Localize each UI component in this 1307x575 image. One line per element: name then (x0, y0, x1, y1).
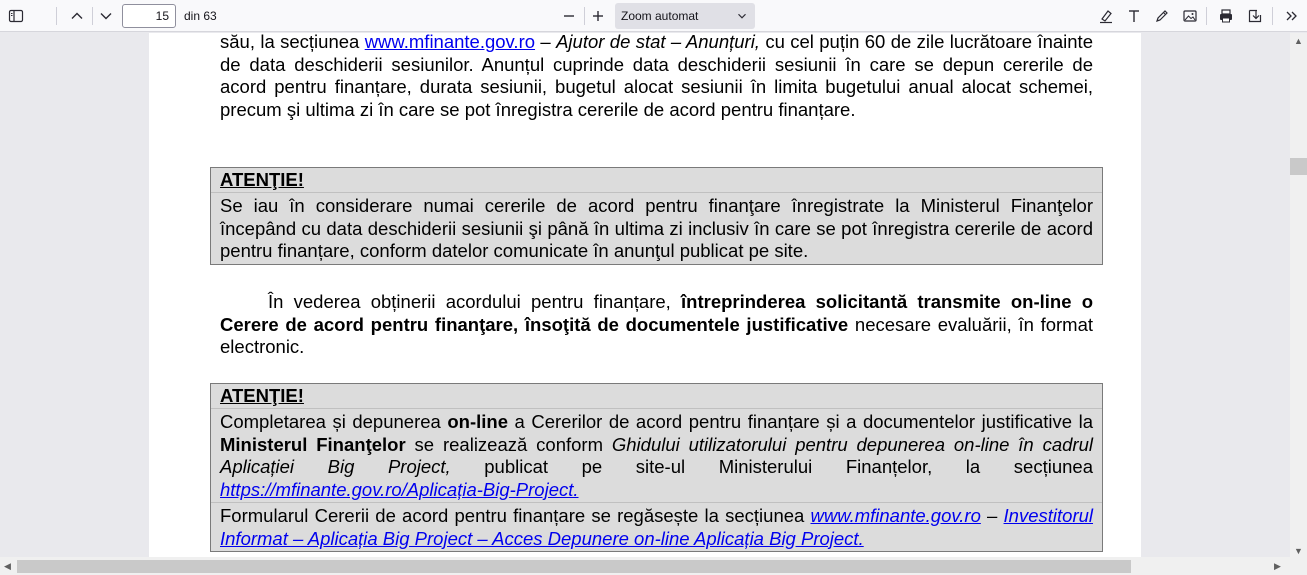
scroll-left-arrow-icon[interactable]: ◀ (4, 561, 11, 571)
link-mfinante[interactable]: www.mfinante.gov.ro (364, 33, 536, 52)
paragraph-intro (220, 33, 1093, 121)
chevron-down-icon[interactable] (94, 4, 118, 28)
attention-text-online (211, 409, 1102, 502)
draw-icon[interactable] (1150, 4, 1174, 28)
paragraph-text: – (980, 505, 1004, 526)
link-big-project[interactable]: https://mfinante.gov.ro/Aplicația-Big-Project. (220, 478, 579, 500)
zoom-select[interactable] (615, 3, 755, 29)
double-chevron-right-icon[interactable] (1279, 4, 1303, 28)
toolbar-separator (1206, 7, 1207, 25)
sidebar-toggle-icon[interactable] (4, 4, 28, 28)
paragraph-text: se realizează conform (405, 433, 612, 455)
paragraph-text: Formularul Cererii de acord pentru finanțare se regăsește la secțiunea (220, 505, 811, 526)
paragraph-text: cu cel puțin 60 de zile lucrătoare înainte de data deschiderii sesiunilor. Anunțul cuprinde data deschiderii sesiunii în care se depun cererile de acord pentru finanțare, durata sesiunii, bugetul alocat sesiunii în limita bugetului anual alocat schemei, precum şi ultima zi în care se pot înregistra cererile de acord pentru finanțare. (220, 33, 1093, 120)
vertical-scroll-thumb[interactable] (1290, 158, 1307, 175)
attention-text: Se iau în considerare numai cererile de acord pentru finanţare înregistrate la Ministerul Finanţelor începând cu data deschiderii sesiunii şi până în ultima zi inclusiv în care se pot înregistra cererile de acord pentru finanțare, conform datelor comunicate în anunţul publicat pe site. (220, 195, 1093, 261)
toolbar-separator (56, 7, 57, 25)
bold-text: on-line (447, 411, 508, 432)
pdf-page (149, 33, 1141, 557)
zoom-select-value: Zoom automat (621, 9, 699, 23)
attention-title: ATENŢIE! (211, 168, 1102, 193)
print-icon[interactable] (1214, 4, 1238, 28)
bold-text: întreprinderea solicitantă transmite on-line o Cerere de acord pentru finanţare, însoţită de documentele justificative (220, 291, 1093, 335)
attention-box-online (210, 383, 1103, 552)
paragraph-text: necesare evaluării, în format electronic. (220, 313, 1094, 357)
link-investitorul-informat[interactable]: Investitorul Informat – Aplicația Big Project – Acces Depunere on-line Aplicația Big Project. (220, 505, 1094, 549)
toolbar-separator (584, 7, 585, 25)
link-mfinante[interactable]: www.mfinante.gov.ro (810, 505, 981, 526)
paragraph-text: a Cererilor de acord pentru finanțare și a documentelor justificative la (508, 411, 1094, 432)
toolbar-separator (1272, 7, 1273, 25)
attention-box (210, 167, 1103, 265)
pdf-toolbar (0, 0, 1307, 32)
document-viewer[interactable] (0, 33, 1290, 557)
attention-text-form (211, 502, 1102, 551)
plus-icon[interactable] (586, 4, 610, 28)
paragraph-requirement (220, 291, 1093, 359)
paragraph-text: În vederea obținerii acordului pentru finanțare, (268, 291, 682, 312)
chevron-up-icon[interactable] (65, 4, 89, 28)
text-icon[interactable] (1122, 4, 1146, 28)
vertical-scrollbar[interactable] (1290, 33, 1307, 557)
scroll-down-arrow-icon[interactable]: ▼ (1294, 546, 1303, 556)
italic-text: Ghidului utilizatorului pentru depunerea on-line în cadrul Aplicației Big Project, (220, 433, 1093, 477)
scroll-right-arrow-icon[interactable]: ▶ (1274, 561, 1281, 571)
horizontal-scroll-thumb[interactable] (17, 560, 1131, 573)
page-count: din 63 (184, 9, 217, 23)
bold-text: Ministerul Finanţelor (220, 433, 406, 455)
paragraph-text: său, la secțiunea (220, 33, 365, 52)
page-number-input[interactable] (122, 4, 176, 28)
paragraph-text: – (535, 33, 557, 52)
italic-text: Ajutor de stat – Anunțuri, (556, 33, 760, 52)
highlight-icon[interactable] (1094, 4, 1118, 28)
image-icon[interactable] (1178, 4, 1202, 28)
attention-title: ATENŢIE! (211, 384, 1102, 409)
paragraph-text: publicat pe site-ul Ministerului Finanțelor, la secțiunea (450, 456, 1093, 477)
minus-icon[interactable] (557, 4, 581, 28)
paragraph-text: Completarea și depunerea (220, 411, 448, 432)
toolbar-separator (92, 7, 93, 25)
scroll-up-arrow-icon[interactable]: ▲ (1294, 36, 1303, 46)
chevron-down-icon (735, 9, 749, 23)
save-icon[interactable] (1243, 4, 1267, 28)
